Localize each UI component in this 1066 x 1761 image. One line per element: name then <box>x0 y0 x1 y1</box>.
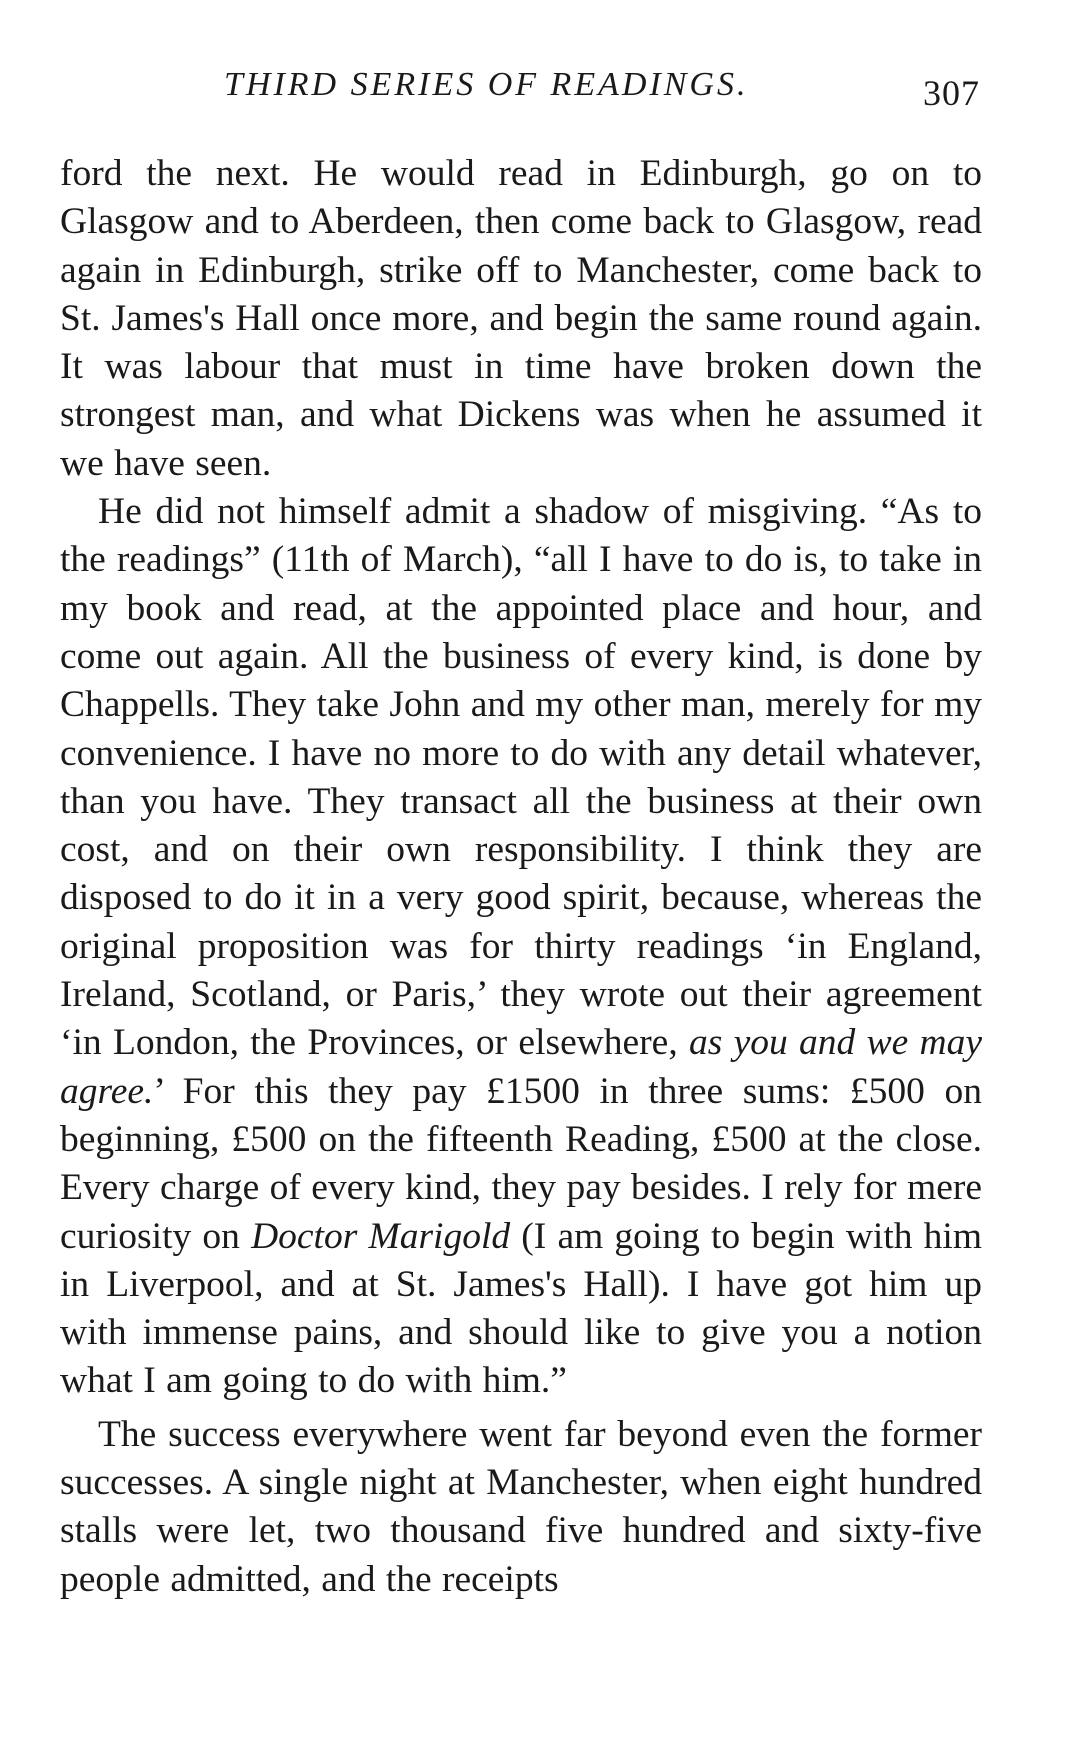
paragraph-3 <box>60 1411 982 1604</box>
paragraph-1 <box>60 150 982 488</box>
running-title: THIRD SERIES OF READINGS. <box>224 66 749 103</box>
paragraph-1-text: ford the next. He would read in Edinburgh, go on to Glasgow and to Aberdeen, then come back to Glasgow, read again in Edinburgh, strike off to Manchester, come back to St. James's Hall once more, and begin the same round again. It was labour that must in time have broken down the strongest man, and what Dickens was when he assumed it we have seen. <box>60 153 982 484</box>
page-number: 307 <box>923 73 980 113</box>
paragraph-3-text: The success everywhere went far beyond even the former successes. A single night at Manchester, when eight hundred stalls were let, two thousand five hundred and sixty-five people admitted, and the receipts <box>60 1413 982 1600</box>
italic-phrase-as-you-and-we-may-agree: as you and we may agree. <box>60 1022 983 1112</box>
paragraph-2-part-3: (I am going to begin with him in Liverpool, and at St. James's Hall). I have got him up with immense pains, and should like to give you a notion what I am going to do with him.” <box>60 1215 982 1402</box>
paragraph-2-part-1: He did not himself admit a shadow of misgiving. “As to the readings” (11th of March), “all I have to do is, to take in my book and read, at the appointed place and hour, and come out again. All the business of every kind, is done by Chappells. They take John and my other man, merely for my convenience. I have no more to do with any detail whatever, than you have. They transact all the business at their own cost, and on their own responsibility. I think they are disposed to do it in a very good spirit, because, whereas the original proposition was for thirty readings ‘in England, Ireland, Scotland, or Paris,’ they wrote out their agreement ‘in London, the Provinces, or elsewhere, <box>60 491 982 1064</box>
paragraph-2-part-2: ’ For this they pay £1500 in three sums: £500 on beginning, £500 on the fifteenth Reading, £500 at the close. Every charge of every kind, they pay besides. I rely for mere curiosity on <box>60 1070 982 1257</box>
running-head <box>60 66 992 116</box>
italic-title-doctor-marigold: Doctor Marigold <box>251 1215 511 1257</box>
body-text <box>60 150 982 1604</box>
paragraph-2 <box>60 488 982 1406</box>
